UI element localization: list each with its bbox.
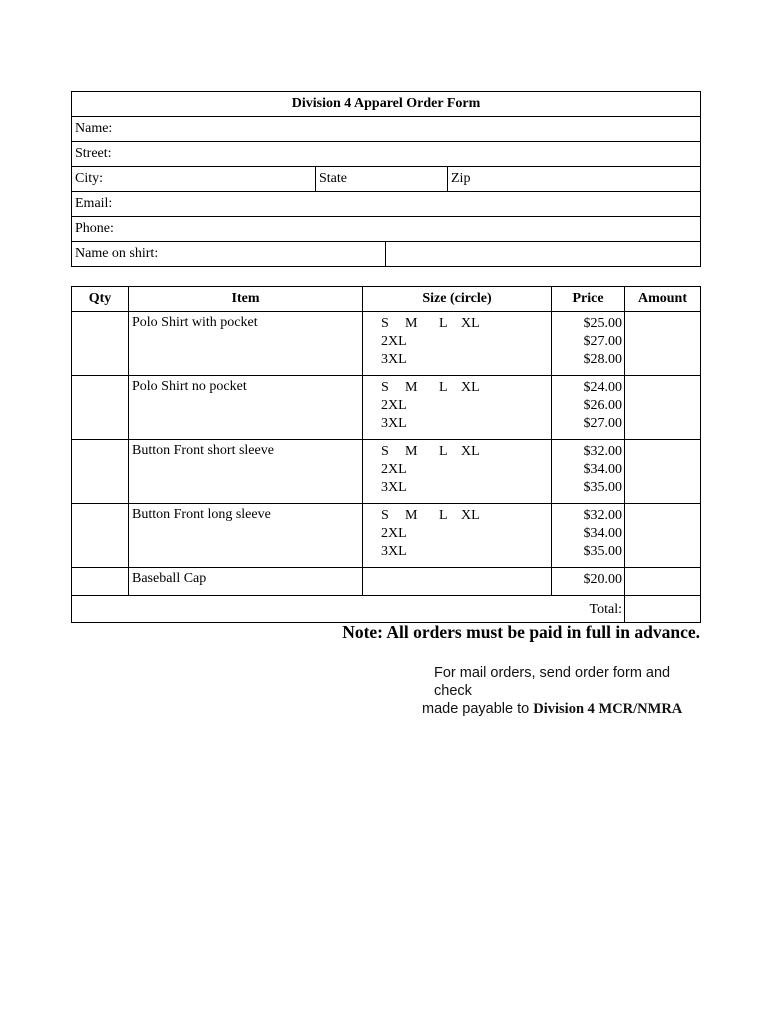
size-m[interactable]: M [405, 380, 418, 395]
amount-cell[interactable] [625, 568, 701, 596]
street-label: Street: [75, 146, 112, 161]
zip-label: Zip [451, 171, 471, 186]
street-field[interactable] [72, 142, 701, 167]
price-value: $27.00 [583, 334, 622, 349]
size-l[interactable]: L [439, 380, 448, 395]
shirt-name-label-cell [72, 242, 386, 267]
price-cell [552, 440, 625, 504]
name-field[interactable] [72, 117, 701, 142]
amount-cell[interactable] [625, 440, 701, 504]
item-name: Polo Shirt no pocket [129, 376, 363, 440]
header-row [72, 287, 701, 312]
state-label: State [319, 171, 347, 186]
price-value: $24.00 [583, 380, 622, 395]
size-2xl[interactable]: 2XL [381, 398, 407, 413]
size-l[interactable]: L [439, 444, 448, 459]
total-amount-field[interactable] [625, 596, 701, 623]
amount-cell[interactable] [625, 376, 701, 440]
qty-cell[interactable] [72, 568, 129, 596]
size-3xl[interactable]: 3XL [381, 416, 407, 431]
total-row [72, 596, 701, 623]
size-cell-empty [363, 568, 552, 596]
payee-name: Division 4 MCR/NMRA [533, 701, 683, 717]
qty-cell[interactable] [72, 440, 129, 504]
size-3xl[interactable]: 3XL [381, 480, 407, 495]
size-s[interactable]: S [381, 316, 389, 331]
price-value: $32.00 [583, 508, 622, 523]
shirt-name-field[interactable] [386, 242, 701, 267]
size-options[interactable] [363, 504, 552, 568]
phone-label: Phone: [75, 221, 114, 236]
form-title: Division 4 Apparel Order Form [72, 92, 701, 117]
size-2xl[interactable]: 2XL [381, 526, 407, 541]
table-row [72, 440, 701, 504]
item-name: Polo Shirt with pocket [129, 312, 363, 376]
size-3xl[interactable]: 3XL [381, 544, 407, 559]
size-m[interactable]: M [405, 508, 418, 523]
table-row [72, 376, 701, 440]
item-name: Baseball Cap [129, 568, 363, 596]
size-options[interactable] [363, 312, 552, 376]
city-field[interactable] [72, 167, 316, 192]
customer-info-table [71, 91, 701, 267]
size-xl[interactable]: XL [461, 316, 480, 331]
size-2xl[interactable]: 2XL [381, 334, 407, 349]
price-value: $34.00 [583, 462, 622, 477]
size-m[interactable]: M [405, 316, 418, 331]
price-cell [552, 312, 625, 376]
qty-header: Qty [72, 287, 129, 312]
price-value: $26.00 [583, 398, 622, 413]
mail-line-2 [422, 700, 697, 718]
order-items-table [71, 286, 701, 623]
size-l[interactable]: L [439, 316, 448, 331]
email-label: Email: [75, 196, 113, 211]
city-label: City: [75, 171, 104, 186]
price-value: $35.00 [583, 480, 622, 495]
size-options[interactable] [363, 440, 552, 504]
price-header: Price [552, 287, 625, 312]
price-value: $32.00 [583, 444, 622, 459]
size-m[interactable]: M [405, 444, 418, 459]
size-s[interactable]: S [381, 380, 389, 395]
qty-cell[interactable] [72, 376, 129, 440]
price-value: $35.00 [583, 544, 622, 559]
table-row [72, 504, 701, 568]
size-s[interactable]: S [381, 508, 389, 523]
size-header: Size (circle) [363, 287, 552, 312]
payment-note: Note: All orders must be paid in full in advance. [342, 622, 700, 642]
size-2xl[interactable]: 2XL [381, 462, 407, 477]
size-s[interactable]: S [381, 444, 389, 459]
size-xl[interactable]: XL [461, 508, 480, 523]
size-l[interactable]: L [439, 508, 448, 523]
table-row [72, 568, 701, 596]
size-xl[interactable]: XL [461, 380, 480, 395]
price-value: $25.00 [583, 316, 622, 331]
qty-cell[interactable] [72, 504, 129, 568]
amount-header: Amount [625, 287, 701, 312]
total-label: Total: [72, 596, 625, 623]
size-options[interactable] [363, 376, 552, 440]
zip-field[interactable] [448, 167, 701, 192]
mail-line-1: For mail orders, send order form and check [434, 665, 671, 699]
price-value: $28.00 [583, 352, 622, 367]
mail-instructions [422, 664, 697, 718]
price-value: $27.00 [583, 416, 622, 431]
email-field[interactable] [72, 192, 701, 217]
qty-cell[interactable] [72, 312, 129, 376]
price-cell [552, 376, 625, 440]
item-name: Button Front short sleeve [129, 440, 363, 504]
price-cell [552, 504, 625, 568]
item-header: Item [129, 287, 363, 312]
mail-line-2-prefix: made payable to [422, 701, 530, 717]
amount-cell[interactable] [625, 504, 701, 568]
phone-field[interactable] [72, 217, 701, 242]
size-xl[interactable]: XL [461, 444, 480, 459]
name-label: Name: [75, 121, 113, 136]
price-value: $20.00 [552, 568, 625, 596]
amount-cell[interactable] [625, 312, 701, 376]
state-field[interactable] [316, 167, 448, 192]
shirt-name-label: Name on shirt: [75, 246, 159, 261]
size-3xl[interactable]: 3XL [381, 352, 407, 367]
table-row [72, 312, 701, 376]
item-name: Button Front long sleeve [129, 504, 363, 568]
price-value: $34.00 [583, 526, 622, 541]
